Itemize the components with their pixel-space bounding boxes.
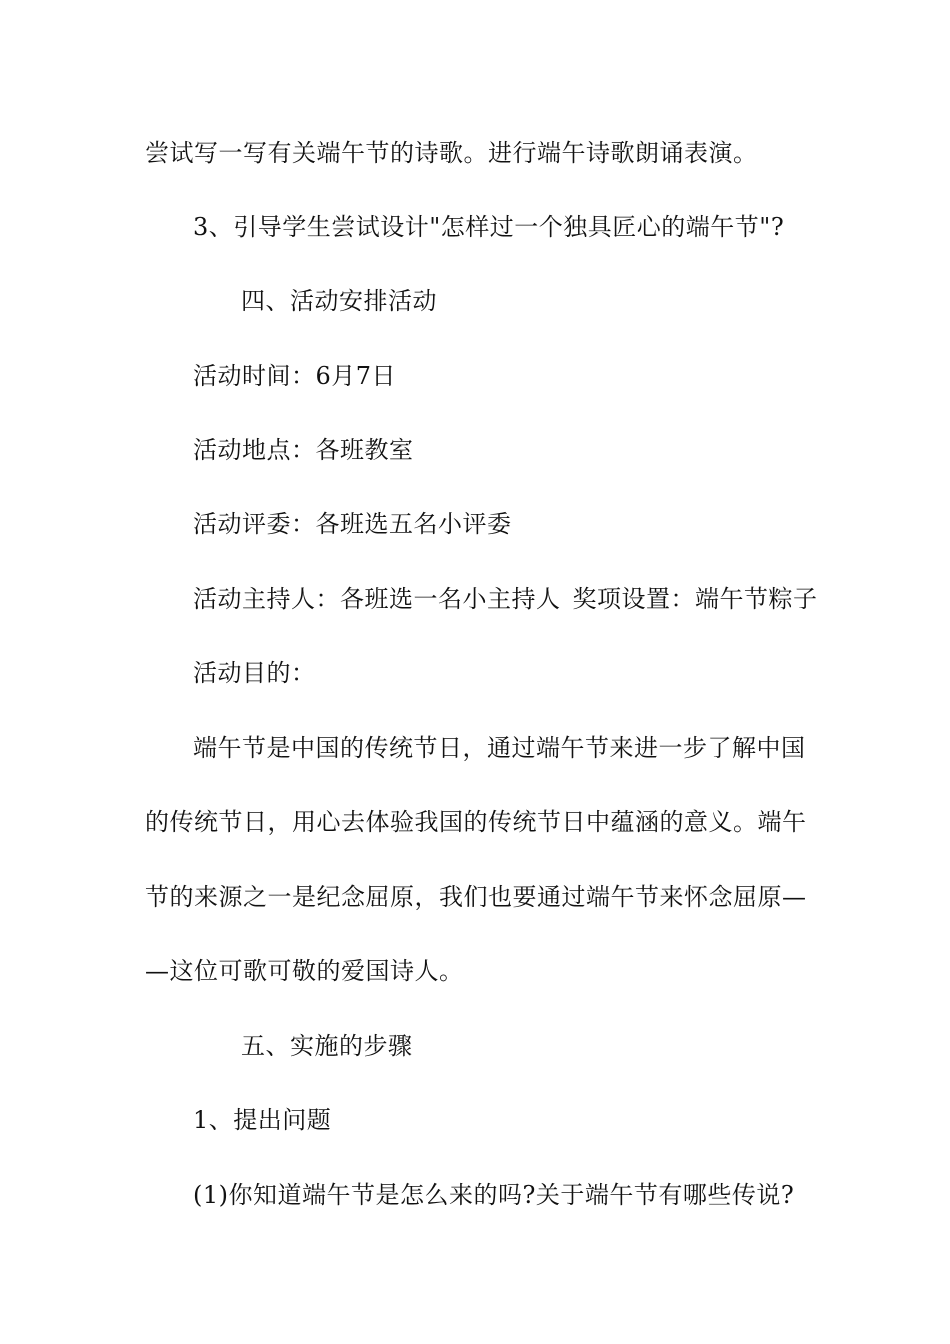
paragraph-line: 端午节是中国的传统节日，通过端午节来进一步了解中国 bbox=[193, 734, 806, 762]
paragraph-line: —这位可歌可敬的爱国诗人。 bbox=[145, 957, 464, 985]
activity-time: 活动时间：6月7日 bbox=[193, 362, 397, 390]
activity-host-and-prize bbox=[193, 584, 818, 614]
prize-setting: 奖项设置：端午节粽子 bbox=[572, 585, 818, 613]
paragraph-line: 节的来源之一是纪念屈原，我们也要通过端午节来怀念屈原— bbox=[145, 883, 807, 911]
paragraph-line: 的传统节日，用心去体验我国的传统节日中蕴涵的意义。端午 bbox=[145, 808, 807, 836]
paragraph-line: 尝试写一写有关端午节的诗歌。进行端午诗歌朗诵表演。 bbox=[145, 139, 758, 167]
list-item-3: 3、引导学生尝试设计"怎样过一个独具匠心的端午节"? bbox=[193, 213, 785, 241]
activity-judges: 活动评委：各班选五名小评委 bbox=[193, 510, 512, 538]
step-heading-1: 1、提出问题 bbox=[193, 1106, 332, 1134]
question-1: (1)你知道端午节是怎么来的吗?关于端午节有哪些传说? bbox=[193, 1181, 795, 1209]
activity-host: 活动主持人：各班选一名小主持人 bbox=[193, 585, 561, 613]
section-heading-4: 四、活动安排活动 bbox=[241, 287, 437, 315]
activity-purpose-label: 活动目的： bbox=[193, 659, 316, 687]
activity-location: 活动地点：各班教室 bbox=[193, 436, 414, 464]
section-heading-5: 五、实施的步骤 bbox=[241, 1032, 413, 1060]
